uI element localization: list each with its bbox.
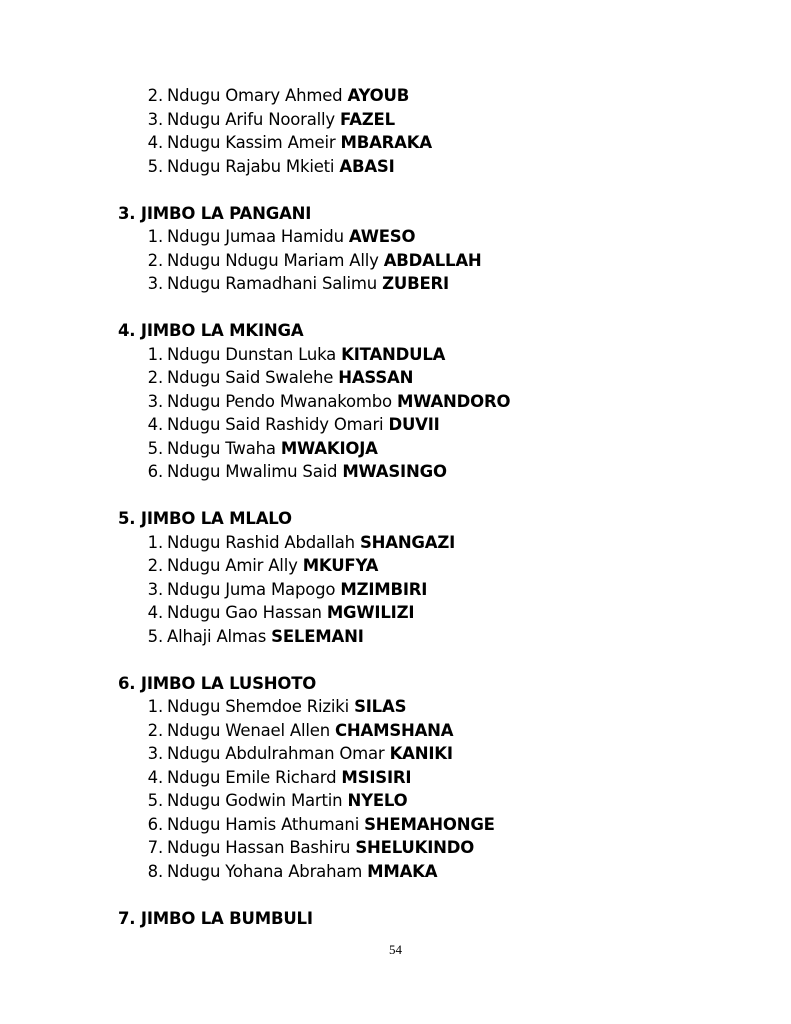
list-item-number: 1. [147, 227, 163, 246]
list-item-surname: SHANGAZI [359, 532, 456, 552]
list-item-surname: NYELO [347, 791, 408, 810]
list-item-surname: SHEMAHONGE [364, 814, 495, 834]
list-item [118, 766, 738, 790]
list-item [118, 836, 738, 860]
list-item-given-names: Ndugu Pendo Mwanakombo [167, 391, 392, 411]
section-heading: 5. JIMBO LA MLALO [118, 509, 292, 528]
list-item-given-names: Ndugu Twaha [167, 438, 276, 458]
list-item-number: 3. [147, 109, 163, 129]
list-item-number: 3. [147, 391, 163, 411]
list-item-given-names: Ndugu Said Swalehe [167, 368, 334, 387]
document-body [118, 84, 738, 930]
list-item-number: 4. [147, 767, 163, 787]
list-item [118, 813, 738, 837]
list-item-given-names: Ndugu Omary Ahmed [167, 86, 343, 105]
section-spacer [118, 296, 738, 320]
list-item-surname: MSISIRI [341, 767, 412, 787]
list-item-number: 5. [147, 626, 163, 646]
list-item [118, 84, 738, 108]
section-heading: 3. JIMBO LA PANGANI [118, 203, 312, 223]
list-item [118, 860, 738, 884]
list-item-number: 2. [147, 368, 163, 387]
list-item [118, 343, 738, 367]
list-item-number: 6. [147, 462, 163, 481]
list-item [118, 578, 738, 602]
list-item [118, 131, 738, 155]
list-item-number: 1. [147, 697, 163, 716]
list-item-given-names: Ndugu Amir Ally [167, 556, 298, 575]
list-item-given-names: Ndugu Hamis Athumani [167, 814, 360, 834]
page-number: 54 [389, 942, 402, 957]
section-spacer [118, 484, 738, 508]
list-item [118, 554, 738, 578]
list-item-number: 4. [147, 603, 163, 622]
list-item-given-names: Ndugu Godwin Martin [167, 791, 343, 810]
list-item-given-names: Ndugu Ndugu Mariam Ally [167, 250, 379, 270]
list-item-number: 2. [147, 556, 163, 575]
section-spacer [118, 883, 738, 907]
list-item-number: 5. [147, 791, 163, 810]
list-item-number: 7. [147, 838, 163, 857]
list-item [118, 249, 738, 273]
list-item [118, 460, 738, 484]
list-item-given-names: Ndugu Rashid Abdallah [167, 532, 355, 552]
list-item-number: 6. [147, 814, 163, 834]
list-item-given-names: Ndugu Abdulrahman Omar [167, 744, 385, 763]
list-item-surname: MGWILIZI [326, 603, 415, 622]
list-item [118, 719, 738, 743]
list-item [118, 272, 738, 296]
list-item [118, 390, 738, 414]
list-item [118, 108, 738, 132]
list-item [118, 789, 738, 813]
list-item-surname: MMAKA [367, 861, 438, 881]
list-item-given-names: Ndugu Rajabu Mkieti [167, 156, 335, 176]
list-item [118, 413, 738, 437]
list-item-number: 4. [147, 133, 163, 152]
section-heading: 4. JIMBO LA MKINGA [118, 321, 304, 340]
list-item-number: 3. [147, 274, 163, 293]
list-item-given-names: Ndugu Yohana Abraham [167, 861, 363, 881]
list-item-surname: HASSAN [338, 368, 414, 387]
list-item-surname: AYOUB [347, 86, 410, 105]
list-item [118, 531, 738, 555]
list-item-surname: MBARAKA [340, 133, 432, 152]
list-item-surname: KANIKI [389, 744, 453, 763]
list-item-surname: ZUBERI [382, 274, 449, 293]
list-item-surname: MWANDORO [397, 391, 511, 411]
list-item-given-names: Ndugu Jumaa Hamidu [167, 227, 344, 246]
list-item-given-names: Ndugu Shemdoe Riziki [167, 697, 350, 716]
list-item-surname: ABASI [339, 156, 395, 176]
list-item-number: 2. [147, 720, 163, 740]
list-item-given-names: Ndugu Juma Mapogo [167, 579, 336, 599]
list-item-given-names: Ndugu Gao Hassan [167, 603, 322, 622]
list-item-surname: SELEMANI [271, 626, 364, 646]
list-item-given-names: Ndugu Kassim Ameir [167, 133, 336, 152]
list-item-number: 3. [147, 744, 163, 763]
list-item-surname: FAZEL [340, 109, 395, 129]
list-item-surname: DUVII [388, 415, 440, 434]
list-item-surname: MZIMBIRI [340, 579, 428, 599]
list-item-given-names: Alhaji Almas [167, 626, 267, 646]
list-item-given-names: Ndugu Ramadhani Salimu [167, 274, 378, 293]
list-item-number: 4. [147, 415, 163, 434]
list-item-number: 2. [147, 86, 163, 105]
list-item [118, 695, 738, 719]
list-item-given-names: Ndugu Hassan Bashiru [167, 838, 351, 857]
list-item-surname: AWESO [348, 227, 416, 246]
list-item-number: 3. [147, 579, 163, 599]
list-item-number: 1. [147, 532, 163, 552]
list-item-surname: SHELUKINDO [355, 838, 475, 857]
list-item [118, 601, 738, 625]
list-item [118, 437, 738, 461]
section-spacer [118, 648, 738, 672]
section-heading: 6. JIMBO LA LUSHOTO [118, 673, 317, 693]
list-item-number: 5. [147, 438, 163, 458]
list-item-surname: MWASINGO [342, 462, 447, 481]
list-item-surname: CHAMSHANA [335, 720, 454, 740]
list-item [118, 625, 738, 649]
list-item-surname: KITANDULA [341, 344, 446, 364]
list-item-number: 5. [147, 156, 163, 176]
section-spacer [118, 178, 738, 202]
list-item [118, 155, 738, 179]
list-item-given-names: Ndugu Arifu Noorally [167, 109, 335, 129]
list-item-surname: MWAKIOJA [280, 438, 378, 458]
list-item [118, 225, 738, 249]
list-item-number: 8. [147, 861, 163, 881]
list-item-number: 1. [147, 344, 163, 364]
list-item-surname: MKUFYA [302, 556, 379, 575]
list-item-given-names: Ndugu Wenael Allen [167, 720, 330, 740]
list-item-surname: ABDALLAH [383, 250, 482, 270]
list-item-number: 2. [147, 250, 163, 270]
list-item-given-names: Ndugu Mwalimu Said [167, 462, 338, 481]
list-item-surname: SILAS [354, 697, 407, 716]
list-item-given-names: Ndugu Emile Richard [167, 767, 337, 787]
list-item [118, 742, 738, 766]
list-item [118, 366, 738, 390]
list-item-given-names: Ndugu Said Rashidy Omari [167, 415, 384, 434]
section-heading: 7. JIMBO LA BUMBULI [118, 908, 313, 928]
list-item-given-names: Ndugu Dunstan Luka [167, 344, 337, 364]
